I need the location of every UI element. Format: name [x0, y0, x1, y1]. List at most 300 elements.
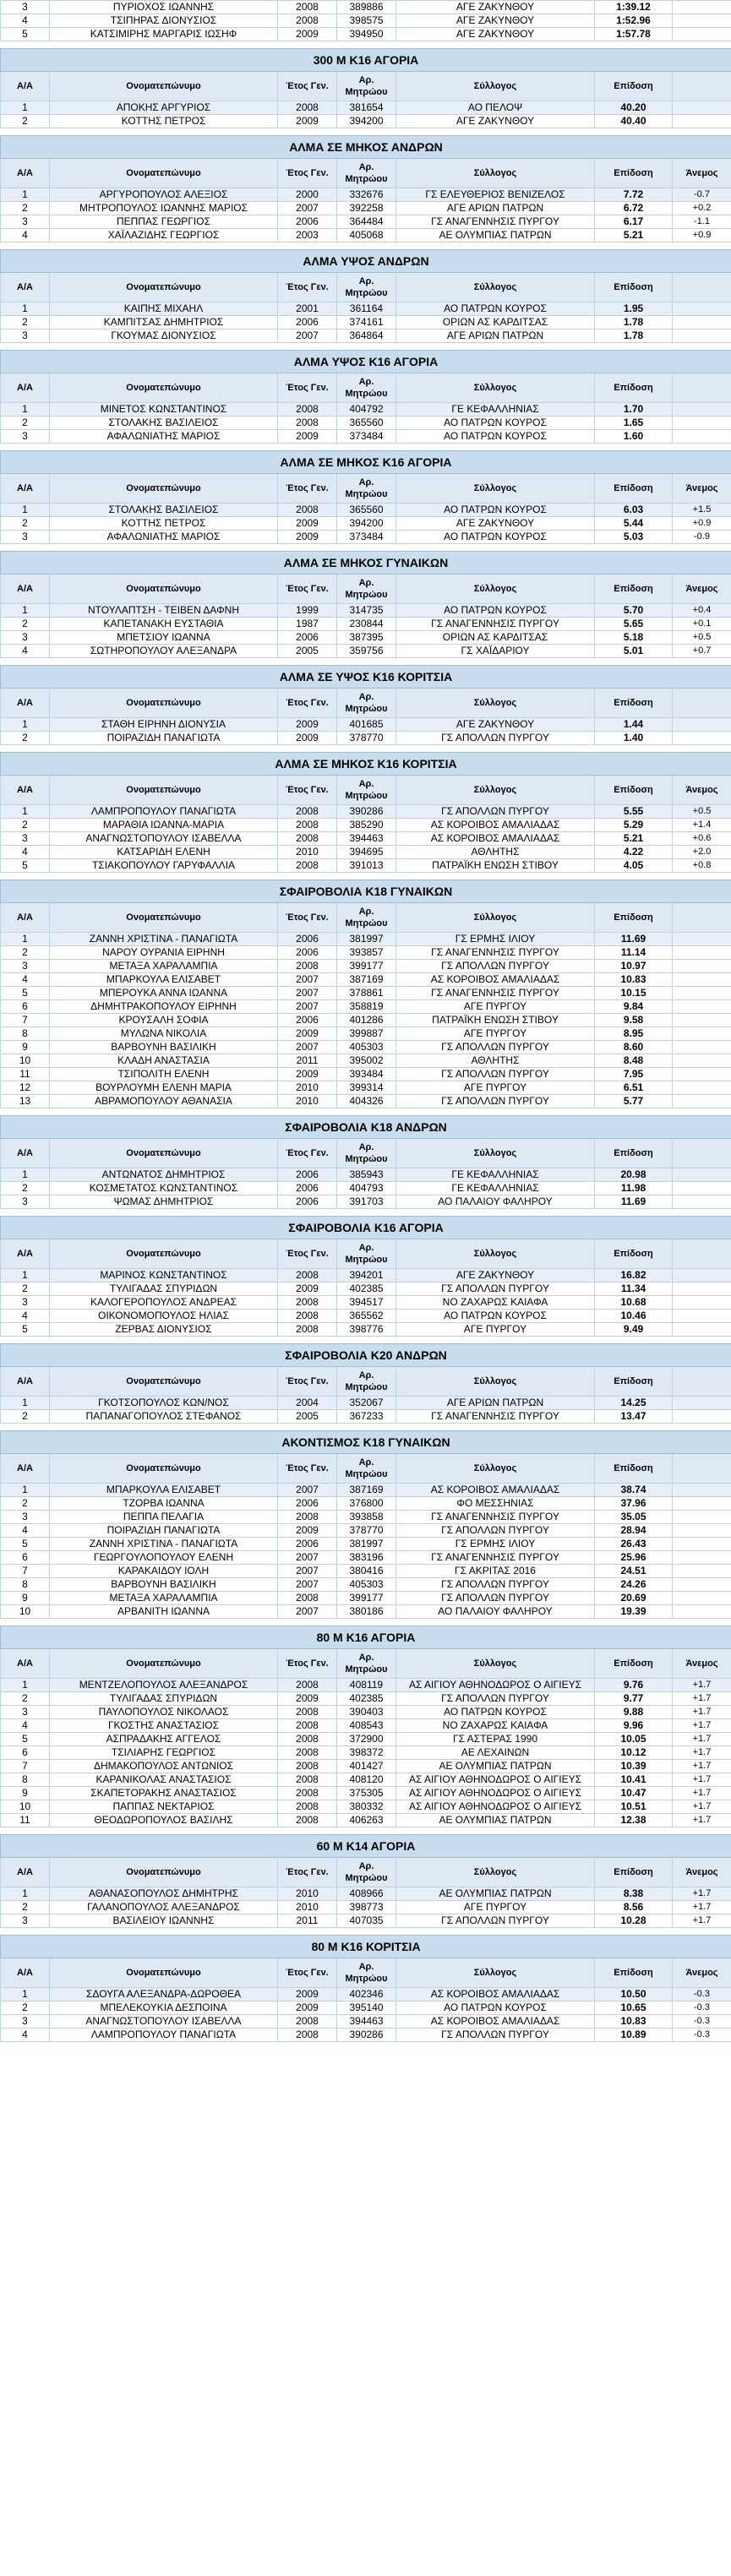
header-name: Ονοματεπώνυμο — [50, 1858, 278, 1887]
result-mark-cell: 8.38 — [595, 1887, 673, 1901]
place-cell: 2 — [1, 618, 50, 631]
place-cell: 2 — [1, 732, 50, 745]
club-cell: ΑΕ ΟΛΥΜΠΙΑΣ ΠΑΤΡΩΝ — [396, 1814, 595, 1827]
header-name: Ονοματεπώνυμο — [50, 159, 278, 188]
result-mark-cell: 7.95 — [595, 1068, 673, 1081]
place-cell: 2 — [1, 1497, 50, 1511]
birth-year-cell: 2008 — [278, 1787, 337, 1800]
birth-year-cell: 2009 — [278, 718, 337, 732]
header-registration: Αρ. Μητρώου — [337, 1958, 396, 1988]
place-cell: 7 — [1, 1565, 50, 1578]
registration-number-cell: 394463 — [337, 832, 396, 846]
club-cell: ΑΟ ΠΑΤΡΩΝ ΚΟΥΡΟΣ — [396, 430, 595, 444]
place-cell: 1 — [1, 302, 50, 316]
header-club: Σύλλογος — [396, 689, 595, 718]
wind-cell: +1.4 — [673, 819, 731, 832]
table-row — [1, 718, 731, 732]
header-wind-empty — [673, 373, 731, 403]
event-title-row — [1, 1116, 731, 1139]
club-cell: ΑΕ ΛΕΧΑΙΝΩΝ — [396, 1746, 595, 1760]
registration-number-cell: 401427 — [337, 1760, 396, 1773]
header-mark: Επίδοση — [595, 1649, 673, 1679]
athlete-name-cell: ΤΣΙΑΚΟΠΟΥΛΟΥ ΓΑΡΥΦΑΛΛΙΑ — [50, 859, 278, 873]
athlete-name-cell: ΧΑΪΛΑΖΙΔΗΣ ΓΕΩΡΓΙΟΣ — [50, 229, 278, 242]
table-row — [1, 1068, 731, 1081]
club-cell: ΓΣ ΑΠΟΛΛΩΝ ΠΥΡΓΟΥ — [396, 1095, 595, 1108]
result-mark-cell: 14.25 — [595, 1397, 673, 1410]
club-cell: ΑΣ ΚΟΡΟΙΒΟΣ ΑΜΑΛΙΑΔΑΣ — [396, 2015, 595, 2029]
athlete-name-cell: ΑΝΤΩΝΑΤΟΣ ΔΗΜΗΤΡΙΟΣ — [50, 1168, 278, 1182]
header-registration: Αρ. Μητρώου — [337, 1858, 396, 1887]
athlete-name-cell: ΠΕΠΠΑ ΠΕΛΑΓΙΑ — [50, 1511, 278, 1524]
wind-cell-empty — [673, 1497, 731, 1511]
registration-number-cell: 406263 — [337, 1814, 396, 1827]
registration-number-cell: 390403 — [337, 1706, 396, 1719]
club-cell: ΓΣ ΑΠΟΛΛΩΝ ΠΥΡΓΟΥ — [396, 1692, 595, 1706]
header-name: Ονοματεπώνυμο — [50, 1367, 278, 1397]
wind-cell-empty — [673, 14, 731, 28]
athlete-name-cell: ΑΘΑΝΑΣΟΠΟΥΛΟΣ ΔΗΜΗΤΡΗΣ — [50, 1887, 278, 1901]
header-registration: Αρ. Μητρώου — [337, 689, 396, 718]
club-cell: ΓΕ ΚΕΦΑΛΛΗΝΙΑΣ — [396, 1168, 595, 1182]
birth-year-cell: 2008 — [278, 2029, 337, 2042]
wind-cell-empty — [673, 316, 731, 329]
header-name: Ονοματεπώνυμο — [50, 1139, 278, 1168]
result-mark-cell: 12.38 — [595, 1814, 673, 1827]
wind-cell-empty — [673, 1041, 731, 1054]
table-row — [1, 1524, 731, 1538]
result-mark-cell: 6.72 — [595, 202, 673, 215]
place-cell: 3 — [1, 1, 50, 14]
event-title-row — [1, 880, 731, 903]
header-year: Έτος Γεν. — [278, 575, 337, 604]
table-row — [1, 1814, 731, 1827]
birth-year-cell: 2008 — [278, 805, 337, 819]
result-mark-cell: 8.95 — [595, 1027, 673, 1041]
birth-year-cell: 2008 — [278, 1323, 337, 1337]
birth-year-cell: 2007 — [278, 202, 337, 215]
spacer-cell — [1, 658, 731, 666]
place-cell: 5 — [1, 987, 50, 1000]
club-cell: ΑΣ ΚΟΡΟΙΒΟΣ ΑΜΑΛΙΑΔΑΣ — [396, 1988, 595, 2001]
table-row — [1, 1397, 731, 1410]
registration-number-cell: 380186 — [337, 1605, 396, 1619]
section-spacer — [1, 242, 731, 250]
wind-cell: +2.0 — [673, 846, 731, 859]
result-mark-cell: 9.76 — [595, 1679, 673, 1692]
birth-year-cell: 2010 — [278, 1095, 337, 1108]
athlete-name-cell: ΑΝΑΓΝΩΣΤΟΠΟΥΛΟΥ ΙΣΑΒΕΛΛΑ — [50, 832, 278, 846]
registration-number-cell: 390286 — [337, 2029, 396, 2042]
athlete-name-cell: ΣΩΤΗΡΟΠΟΥΛΟΥ ΑΛΕΞΑΝΔΡΑ — [50, 645, 278, 658]
birth-year-cell: 2008 — [278, 1733, 337, 1746]
registration-number-cell: 387169 — [337, 973, 396, 987]
header-year: Έτος Γεν. — [278, 689, 337, 718]
club-cell: ΠΑΤΡΑΪΚΗ ΕΝΩΣΗ ΣΤΙΒΟΥ — [396, 1014, 595, 1027]
place-cell: 3 — [1, 329, 50, 343]
club-cell: ΟΡΙΩΝ ΑΣ ΚΑΡΔΙΤΣΑΣ — [396, 316, 595, 329]
header-wind: Άνεμος — [673, 1858, 731, 1887]
table-row — [1, 115, 731, 128]
header-registration: Αρ. Μητρώου — [337, 273, 396, 302]
club-cell: ΑΓΕ ΠΥΡΓΟΥ — [396, 1081, 595, 1095]
wind-cell-empty — [673, 1283, 731, 1296]
result-mark-cell: 9.96 — [595, 1719, 673, 1733]
place-cell: 1 — [1, 933, 50, 946]
section-spacer — [1, 1424, 731, 1431]
result-mark-cell: 10.47 — [595, 1787, 673, 1800]
result-mark-cell: 1:57.78 — [595, 28, 673, 41]
birth-year-cell: 2009 — [278, 430, 337, 444]
table-row — [1, 28, 731, 41]
section-spacer — [1, 1619, 731, 1626]
birth-year-cell: 2006 — [278, 1497, 337, 1511]
place-cell: 7 — [1, 1760, 50, 1773]
club-cell: ΑΟ ΠΑΤΡΩΝ ΚΟΥΡΟΣ — [396, 2001, 595, 2015]
registration-number-cell: 399314 — [337, 1081, 396, 1095]
table-row — [1, 1168, 731, 1182]
section-spacer — [1, 444, 731, 451]
header-name: Ονοματεπώνυμο — [50, 72, 278, 101]
result-mark-cell: 1:52.96 — [595, 14, 673, 28]
result-mark-cell: 9.77 — [595, 1692, 673, 1706]
table-row — [1, 805, 731, 819]
column-header-row — [1, 273, 731, 302]
header-mark: Επίδοση — [595, 1858, 673, 1887]
registration-number-cell: 365562 — [337, 1310, 396, 1323]
table-row — [1, 14, 731, 28]
column-header-row — [1, 1958, 731, 1988]
registration-number-cell: 373484 — [337, 430, 396, 444]
header-mark: Επίδοση — [595, 1367, 673, 1397]
place-cell: 4 — [1, 1310, 50, 1323]
place-cell: 8 — [1, 1773, 50, 1787]
athlete-name-cell: ΛΑΜΠΡΟΠΟΥΛΟΥ ΠΑΝΑΓΙΩΤΑ — [50, 2029, 278, 2042]
header-mark: Επίδοση — [595, 903, 673, 933]
event-title-row — [1, 250, 731, 273]
table-row — [1, 1787, 731, 1800]
header-club: Σύλλογος — [396, 72, 595, 101]
wind-cell-empty — [673, 1410, 731, 1424]
registration-number-cell: 381654 — [337, 101, 396, 115]
result-mark-cell: 1.78 — [595, 316, 673, 329]
place-cell: 2 — [1, 2001, 50, 2015]
birth-year-cell: 2008 — [278, 1814, 337, 1827]
registration-number-cell: 402385 — [337, 1283, 396, 1296]
athlete-name-cell: ΨΩΜΑΣ ΔΗΜΗΤΡΙΟΣ — [50, 1195, 278, 1209]
place-cell: 3 — [1, 430, 50, 444]
registration-number-cell: 407035 — [337, 1914, 396, 1928]
result-mark-cell: 40.20 — [595, 101, 673, 115]
header-wind-empty — [673, 1139, 731, 1168]
header-name: Ονοματεπώνυμο — [50, 903, 278, 933]
result-mark-cell: 1:39.12 — [595, 1, 673, 14]
table-row — [1, 987, 731, 1000]
wind-cell-empty — [673, 1551, 731, 1565]
club-cell: ΓΣ ΑΠΟΛΛΩΝ ΠΥΡΓΟΥ — [396, 1592, 595, 1605]
section-spacer — [1, 41, 731, 49]
wind-cell: +0.5 — [673, 805, 731, 819]
athlete-name-cell: ΤΣΙΠΟΛΙΤΗ ΕΛΕΝΗ — [50, 1068, 278, 1081]
event-title: ΑΛΜΑ ΣΕ ΜΗΚΟΣ Κ16 ΑΓΟΡΙΑ — [1, 451, 731, 474]
header-place: Α/Α — [1, 1649, 50, 1679]
wind-cell: +0.2 — [673, 202, 731, 215]
place-cell: 11 — [1, 1814, 50, 1827]
birth-year-cell: 1987 — [278, 618, 337, 631]
result-mark-cell: 9.84 — [595, 1000, 673, 1014]
athlete-name-cell: ΓΕΩΡΓΟΥΛΟΠΟΥΛΟΥ ΕΛΕΝΗ — [50, 1551, 278, 1565]
wind-cell-empty — [673, 1524, 731, 1538]
wind-cell-empty — [673, 1027, 731, 1041]
club-cell: ΑΓΕ ΑΡΙΩΝ ΠΑΤΡΩΝ — [396, 202, 595, 215]
table-row — [1, 1706, 731, 1719]
birth-year-cell: 2006 — [278, 1168, 337, 1182]
athlete-name-cell: ΣΤΑΘΗ ΕΙΡΗΝΗ ΔΙΟΝΥΣΙΑ — [50, 718, 278, 732]
athlete-name-cell: ΑΡΒΑΝΙΤΗ ΙΩΑΝΝΑ — [50, 1605, 278, 1619]
result-mark-cell: 1.65 — [595, 417, 673, 430]
event-title-row — [1, 666, 731, 689]
athlete-name-cell: ΖΑΝΝΗ ΧΡΙΣΤΙΝΑ - ΠΑΝΑΓΙΩΤΑ — [50, 933, 278, 946]
birth-year-cell: 2007 — [278, 1484, 337, 1497]
registration-number-cell: 394200 — [337, 115, 396, 128]
birth-year-cell: 2004 — [278, 1397, 337, 1410]
registration-number-cell: 375305 — [337, 1787, 396, 1800]
birth-year-cell: 2006 — [278, 933, 337, 946]
athlete-name-cell: ΚΑΡΑΚΑΙΔΟΥ ΙΟΛΗ — [50, 1565, 278, 1578]
event-title-row — [1, 753, 731, 776]
header-name: Ονοματεπώνυμο — [50, 776, 278, 805]
event-title-row — [1, 1835, 731, 1858]
place-cell: 1 — [1, 1484, 50, 1497]
result-mark-cell: 38.74 — [595, 1484, 673, 1497]
wind-cell-empty — [673, 1168, 731, 1182]
table-row — [1, 430, 731, 444]
place-cell: 1 — [1, 604, 50, 618]
results-table-body — [1, 1, 731, 2042]
place-cell: 1 — [1, 188, 50, 202]
registration-number-cell: 404793 — [337, 1182, 396, 1195]
result-mark-cell: 1.40 — [595, 732, 673, 745]
section-spacer — [1, 1827, 731, 1835]
wind-cell: +1.7 — [673, 1814, 731, 1827]
table-row — [1, 1000, 731, 1014]
place-cell: 5 — [1, 28, 50, 41]
birth-year-cell: 2009 — [278, 1068, 337, 1081]
registration-number-cell: 381997 — [337, 1538, 396, 1551]
place-cell: 2 — [1, 819, 50, 832]
header-club: Σύλλογος — [396, 903, 595, 933]
registration-number-cell: 394201 — [337, 1269, 396, 1283]
header-mark: Επίδοση — [595, 575, 673, 604]
place-cell: 1 — [1, 1988, 50, 2001]
birth-year-cell: 2007 — [278, 329, 337, 343]
result-mark-cell: 35.05 — [595, 1511, 673, 1524]
place-cell: 3 — [1, 1195, 50, 1209]
club-cell: ΑΣ ΑΙΓΙΟΥ ΑΘΗΝΟΔΩΡΟΣ Ο ΑΙΓΙΕΥΣ — [396, 1773, 595, 1787]
birth-year-cell: 2008 — [278, 403, 337, 417]
wind-cell-empty — [673, 1592, 731, 1605]
result-mark-cell: 5.65 — [595, 618, 673, 631]
birth-year-cell: 2008 — [278, 1760, 337, 1773]
athlete-name-cell: ΤΥΛΙΓΑΔΑΣ ΣΠΥΡΙΔΩΝ — [50, 1283, 278, 1296]
header-club: Σύλλογος — [396, 373, 595, 403]
place-cell: 8 — [1, 1027, 50, 1041]
spacer-cell — [1, 1619, 731, 1626]
registration-number-cell: 365560 — [337, 504, 396, 517]
header-registration: Αρ. Μητρώου — [337, 1239, 396, 1269]
place-cell: 2 — [1, 1692, 50, 1706]
place-cell: 13 — [1, 1095, 50, 1108]
birth-year-cell: 2010 — [278, 1901, 337, 1914]
wind-cell: +1.7 — [673, 1887, 731, 1901]
header-wind-empty — [673, 1367, 731, 1397]
spacer-cell — [1, 128, 731, 136]
wind-cell-empty — [673, 933, 731, 946]
registration-number-cell: 387169 — [337, 1484, 396, 1497]
header-registration: Αρ. Μητρώου — [337, 1649, 396, 1679]
section-spacer — [1, 128, 731, 136]
header-name: Ονοματεπώνυμο — [50, 1454, 278, 1484]
header-year: Έτος Γεν. — [278, 72, 337, 101]
table-row — [1, 1182, 731, 1195]
header-club: Σύλλογος — [396, 474, 595, 504]
birth-year-cell: 2010 — [278, 1081, 337, 1095]
athlete-name-cell: ΚΑΙΠΗΣ ΜΙΧΑΗΛ — [50, 302, 278, 316]
result-mark-cell: 7.72 — [595, 188, 673, 202]
result-mark-cell: 5.21 — [595, 832, 673, 846]
result-mark-cell: 10.39 — [595, 1760, 673, 1773]
header-wind-empty — [673, 72, 731, 101]
wind-cell-empty — [673, 1182, 731, 1195]
table-row — [1, 1497, 731, 1511]
wind-cell-empty — [673, 1397, 731, 1410]
result-mark-cell: 5.29 — [595, 819, 673, 832]
place-cell: 1 — [1, 718, 50, 732]
wind-cell-empty — [673, 1014, 731, 1027]
athlete-name-cell: ΑΦΑΛΩΝΙΑΤΗΣ ΜΑΡΙΟΣ — [50, 531, 278, 544]
spacer-cell — [1, 1928, 731, 1936]
club-cell: ΑΟ ΠΑΛΑΙΟΥ ΦΑΛΗΡΟΥ — [396, 1605, 595, 1619]
table-row — [1, 1283, 731, 1296]
registration-number-cell: 405068 — [337, 229, 396, 242]
wind-cell: +0.1 — [673, 618, 731, 631]
table-row — [1, 1296, 731, 1310]
club-cell: ΓΣ ΑΠΟΛΛΩΝ ΠΥΡΓΟΥ — [396, 1524, 595, 1538]
club-cell: ΓΣ ΑΝΑΓΕΝΝΗΣΙΣ ΠΥΡΓΟΥ — [396, 987, 595, 1000]
section-spacer — [1, 873, 731, 880]
place-cell: 4 — [1, 846, 50, 859]
place-cell: 8 — [1, 1578, 50, 1592]
wind-cell: +1.7 — [673, 1746, 731, 1760]
table-row — [1, 732, 731, 745]
header-place: Α/Α — [1, 373, 50, 403]
club-cell: ΑΣ ΚΟΡΟΙΒΟΣ ΑΜΑΛΙΑΔΑΣ — [396, 973, 595, 987]
athlete-name-cell: ΚΑΛΟΓΕΡΟΠΟΥΛΟΣ ΑΝΔΡΕΑΣ — [50, 1296, 278, 1310]
result-mark-cell: 9.49 — [595, 1323, 673, 1337]
wind-cell: +1.7 — [673, 1901, 731, 1914]
club-cell: ΑΕ ΟΛΥΜΠΙΑΣ ΠΑΤΡΩΝ — [396, 229, 595, 242]
table-row — [1, 1484, 731, 1497]
place-cell: 6 — [1, 1551, 50, 1565]
registration-number-cell: 391703 — [337, 1195, 396, 1209]
result-mark-cell: 1.60 — [595, 430, 673, 444]
table-row — [1, 1578, 731, 1592]
birth-year-cell: 2009 — [278, 1988, 337, 2001]
club-cell: ΝΟ ΖΑΧΑΡΩΣ ΚΑΙΑΦΑ — [396, 1719, 595, 1733]
athlete-name-cell: ΑΣΠΡΑΔΑΚΗΣ ΑΓΓΕΛΟΣ — [50, 1733, 278, 1746]
birth-year-cell: 2003 — [278, 229, 337, 242]
event-title: ΑΛΜΑ ΣΕ ΜΗΚΟΣ ΓΥΝΑΙΚΩΝ — [1, 552, 731, 575]
header-club: Σύλλογος — [396, 575, 595, 604]
birth-year-cell: 2008 — [278, 2015, 337, 2029]
wind-cell-empty — [673, 417, 731, 430]
athlete-name-cell: ΠΕΠΠΑΣ ΓΕΩΡΓΙΟΣ — [50, 215, 278, 229]
club-cell: ΓΣ ΑΠΟΛΛΩΝ ΠΥΡΓΟΥ — [396, 1283, 595, 1296]
place-cell: 3 — [1, 215, 50, 229]
wind-cell: +1.7 — [673, 1706, 731, 1719]
table-row — [1, 215, 731, 229]
event-title: ΑΛΜΑ ΥΨΟΣ ΑΝΔΡΩΝ — [1, 250, 731, 273]
table-row — [1, 1605, 731, 1619]
header-mark: Επίδοση — [595, 1139, 673, 1168]
wind-cell-empty — [673, 973, 731, 987]
header-year: Έτος Γεν. — [278, 1858, 337, 1887]
registration-number-cell: 390286 — [337, 805, 396, 819]
club-cell: ΑΣ ΚΟΡΟΙΒΟΣ ΑΜΑΛΙΑΔΑΣ — [396, 1484, 595, 1497]
table-row — [1, 1041, 731, 1054]
place-cell: 10 — [1, 1800, 50, 1814]
header-name: Ονοματεπώνυμο — [50, 1649, 278, 1679]
table-row — [1, 1095, 731, 1108]
result-mark-cell: 10.89 — [595, 2029, 673, 2042]
result-mark-cell: 11.14 — [595, 946, 673, 960]
registration-number-cell: 364864 — [337, 329, 396, 343]
place-cell: 4 — [1, 1524, 50, 1538]
table-row — [1, 1901, 731, 1914]
athlete-name-cell: ΚΑΡΑΝΙΚΟΛΑΣ ΑΝΑΣΤΑΣΙΟΣ — [50, 1773, 278, 1787]
header-wind-empty — [673, 273, 731, 302]
wind-cell: +1.7 — [673, 1733, 731, 1746]
club-cell: ΑΓΕ ΠΥΡΓΟΥ — [396, 1027, 595, 1041]
header-place: Α/Α — [1, 72, 50, 101]
birth-year-cell: 2001 — [278, 302, 337, 316]
result-mark-cell: 11.98 — [595, 1182, 673, 1195]
header-year: Έτος Γεν. — [278, 1139, 337, 1168]
athlete-name-cell: ΜΙΝΕΤΟΣ ΚΩΝΣΤΑΝΤΙΝΟΣ — [50, 403, 278, 417]
registration-number-cell: 361164 — [337, 302, 396, 316]
event-title: ΑΛΜΑ ΣΕ ΥΨΟΣ Κ16 ΚΟΡΙΤΣΙΑ — [1, 666, 731, 689]
table-row — [1, 403, 731, 417]
club-cell: ΓΕ ΚΕΦΑΛΛΗΝΙΑΣ — [396, 403, 595, 417]
place-cell: 1 — [1, 1887, 50, 1901]
place-cell: 3 — [1, 1706, 50, 1719]
place-cell: 12 — [1, 1081, 50, 1095]
registration-number-cell: 373484 — [337, 531, 396, 544]
place-cell: 4 — [1, 14, 50, 28]
club-cell: ΑΣ ΚΟΡΟΙΒΟΣ ΑΜΑΛΙΑΔΑΣ — [396, 819, 595, 832]
header-place: Α/Α — [1, 1239, 50, 1269]
birth-year-cell: 2010 — [278, 1887, 337, 1901]
registration-number-cell: 376800 — [337, 1497, 396, 1511]
header-year: Έτος Γεν. — [278, 1649, 337, 1679]
event-title-row — [1, 351, 731, 373]
athlete-name-cell: ΜΑΡΑΘΙΑ ΙΩΑΝΝΑ-ΜΑΡΙΑ — [50, 819, 278, 832]
header-year: Έτος Γεν. — [278, 903, 337, 933]
event-title: 80 Μ Κ16 ΚΟΡΙΤΣΙΑ — [1, 1936, 731, 1958]
birth-year-cell: 2008 — [278, 1773, 337, 1787]
header-name: Ονοματεπώνυμο — [50, 1239, 278, 1269]
spacer-cell — [1, 1337, 731, 1344]
